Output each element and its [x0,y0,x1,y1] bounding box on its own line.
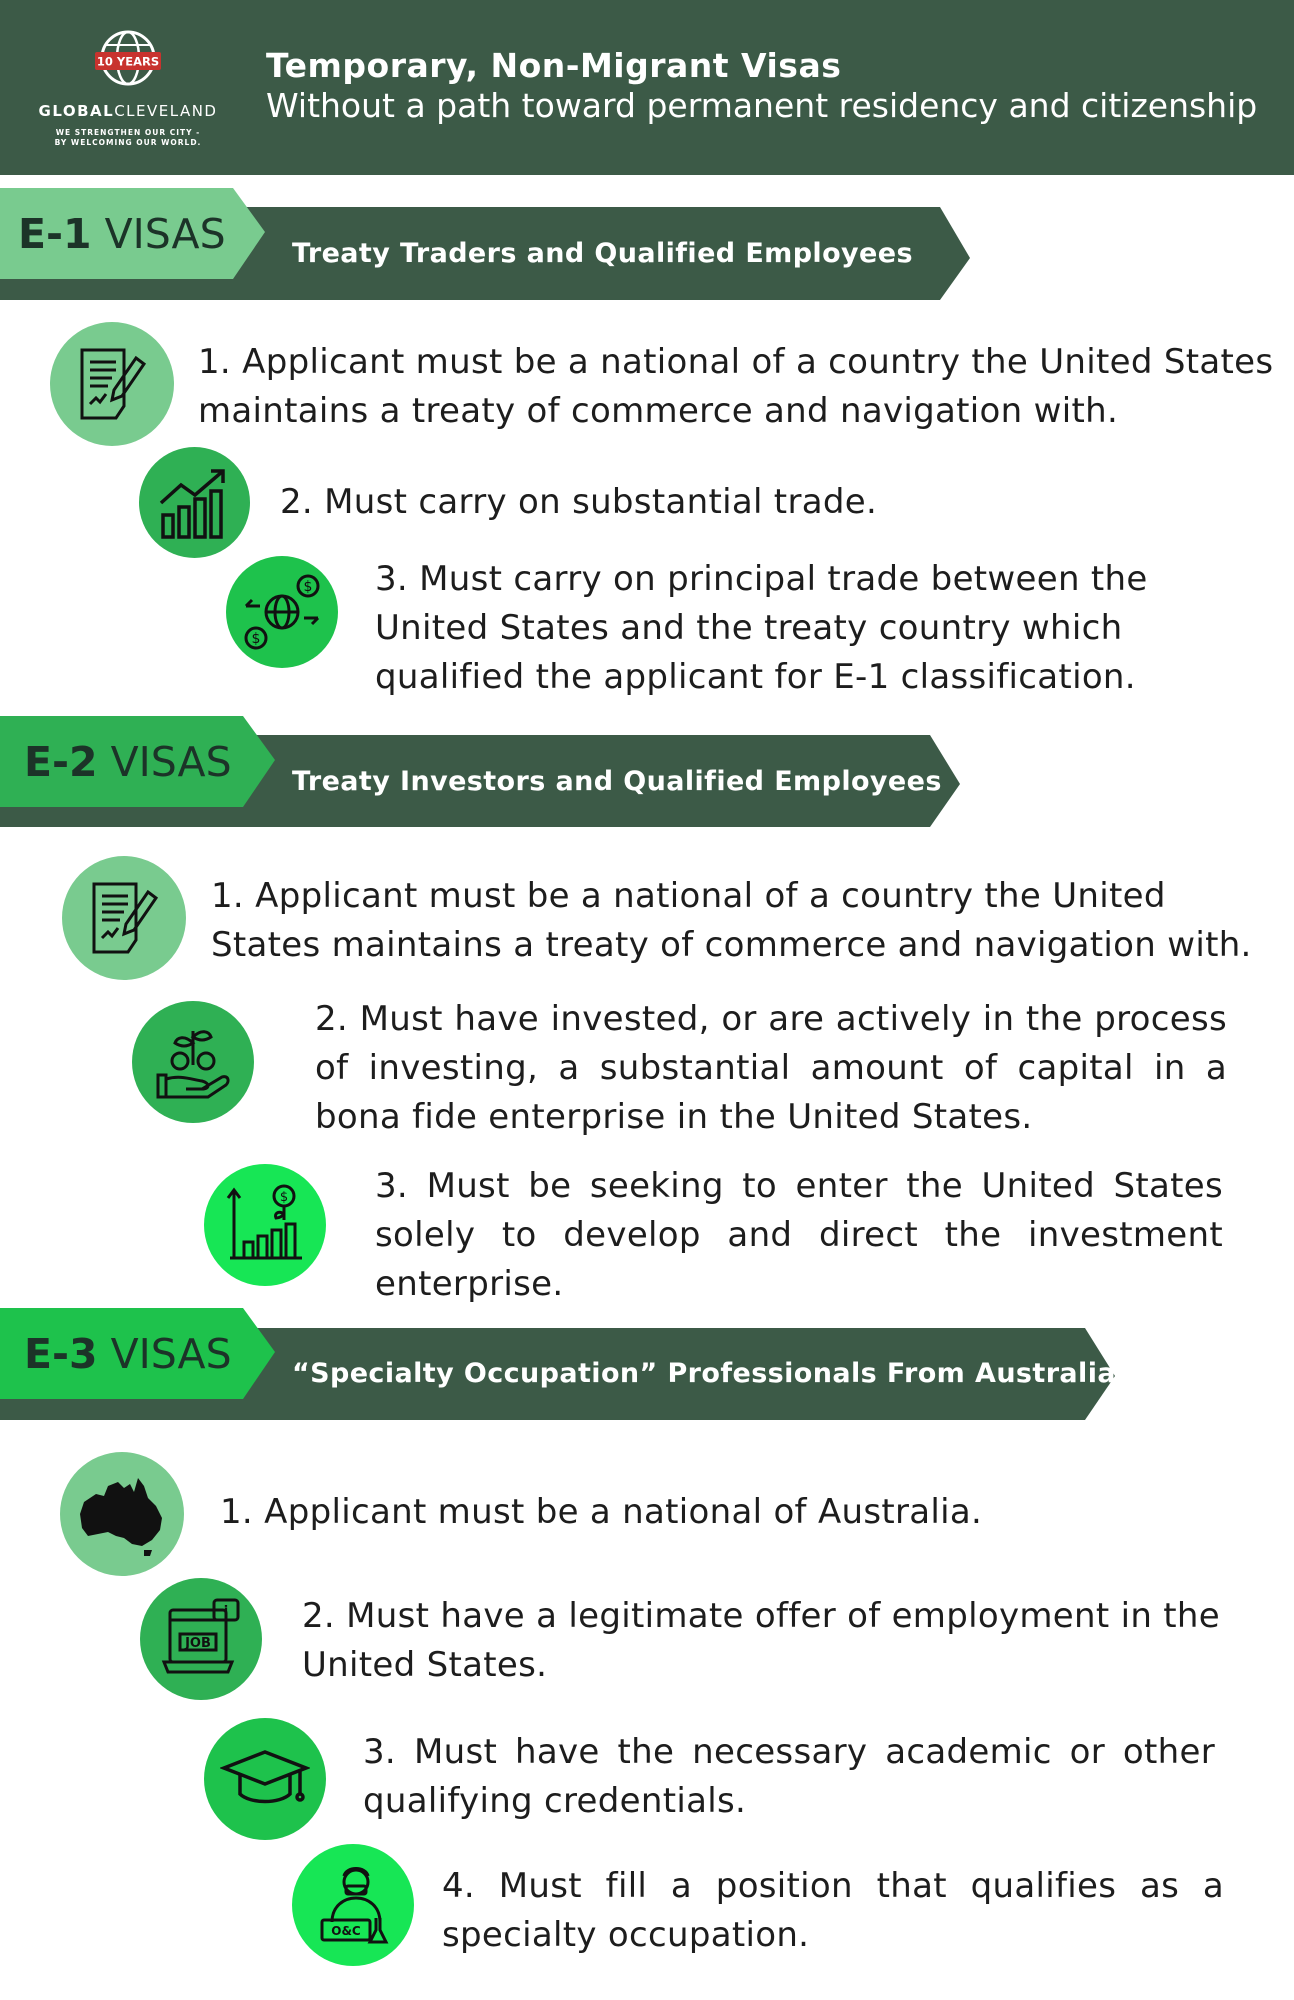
svg-text:O&C: O&C [331,1924,361,1938]
e2-item-2: 2. Must have invested, or are actively in the process of investing, a substantial amount of capital in a bona fide enterprise in the United States. [315,999,1227,1137]
header-bar [0,0,1294,175]
australia-map-icon [60,1452,184,1576]
investment-growth-icon [204,1164,326,1286]
logo-badge: 10 YEARS [96,54,160,69]
e3-item-1: 1. Applicant must be a national of Australia. [220,1492,983,1532]
e1-item-3: 3. Must carry on principal trade between the United States and the treaty country which qualified the applicant for E-1 classification. [375,559,1148,697]
growth-chart-icon [139,447,250,558]
e2-item-1: 1. Applicant must be a national of a country the United States maintains a treaty of commerce and navigation with. [211,876,1252,965]
global-cleveland-logo [28,28,228,153]
logo-tagline: WE STRENGTHEN OUR CITY - BY WELCOMING OUR WORLD. [54,128,202,147]
e3-subtitle: “Specialty Occupation” Professionals From Australia [292,1358,1116,1389]
e1-tag: E-1 VISAS [18,210,226,258]
e1-item-2: 2. Must carry on substantial trade. [280,482,878,522]
e3-item-2: 2. Must have a legitimate offer of employment in the United States. [302,1596,1220,1685]
page-title: Temporary, Non-Migrant Visas [266,46,842,85]
global-trade-icon [226,556,338,668]
job-offer-icon [140,1578,262,1700]
e2-tag: E-2 VISAS [24,738,232,786]
logo-name: GLOBALCLEVELAND [38,102,218,120]
e2-item-3: 3. Must be seeking to enter the United States solely to develop and direct the investment enterprise. [375,1166,1224,1304]
money-plant-hand-icon [132,1001,254,1123]
e3-tag: E-3 VISAS [24,1330,232,1378]
svg-text:i: i [223,1604,229,1619]
page-subtitle: Without a path toward permanent residency and citizenship [266,86,1258,125]
svg-text:$: $ [279,1190,289,1205]
e2-banner [0,714,1294,830]
svg-text:$: $ [251,631,261,647]
svg-text:JOB: JOB [185,1636,211,1651]
e3-item-4: 4. Must fill a position that qualifies as a specialty occupation. [442,1866,1225,1955]
e1-banner [0,186,1294,302]
e2-subtitle: Treaty Investors and Qualified Employees [292,766,942,797]
e3-banner [0,1306,1294,1422]
e1-subtitle: Treaty Traders and Qualified Employees [292,238,913,269]
globe-icon [91,28,165,92]
svg-text:$: $ [303,579,313,595]
document-sign-icon [62,856,186,980]
document-sign-icon [50,322,174,446]
graduation-cap-icon [204,1718,326,1840]
e1-item-1: 1. Applicant must be a national of a country the United States maintains a treaty of commerce and navigation with. [198,342,1274,431]
e3-item-3: 3. Must have the necessary academic or other qualifying credentials. [363,1732,1216,1821]
scientist-icon [292,1844,414,1966]
